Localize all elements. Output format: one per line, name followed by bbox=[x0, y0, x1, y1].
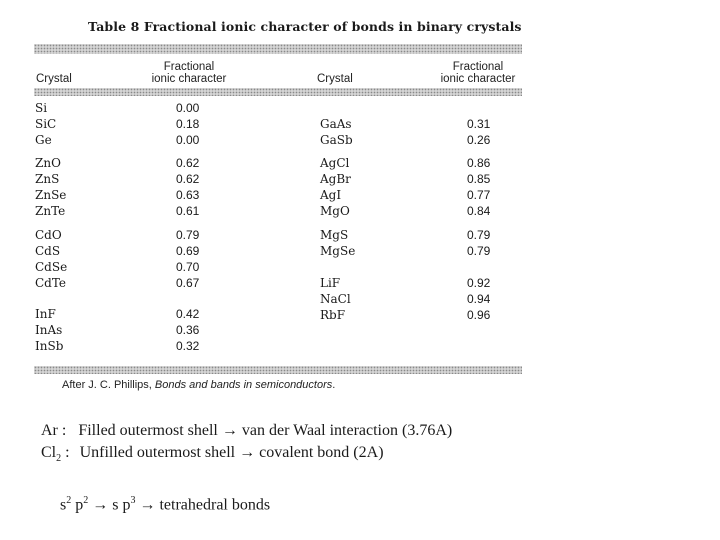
crystal-cell: CdS bbox=[35, 244, 61, 258]
caption-suffix: . bbox=[332, 379, 336, 391]
table-rule-bottom bbox=[34, 366, 522, 374]
caption-prefix: After J. C. Phillips, bbox=[62, 379, 155, 391]
ionic-value-cell: 0.36 bbox=[176, 323, 200, 337]
ionic-value-cell: 0.86 bbox=[467, 156, 491, 170]
crystal-cell: NaCl bbox=[320, 292, 351, 306]
crystal-cell: CdSe bbox=[35, 260, 68, 274]
header-crystal-left: Crystal bbox=[36, 73, 72, 85]
crystal-cell: AgCl bbox=[320, 156, 350, 170]
crystal-cell: SiC bbox=[35, 117, 57, 131]
ionic-value-cell: 0.62 bbox=[176, 172, 200, 186]
ionic-value-cell: 0.77 bbox=[467, 188, 491, 202]
crystal-cell: InAs bbox=[35, 323, 63, 337]
crystal-cell: AgI bbox=[320, 188, 342, 202]
ionic-value-cell: 0.42 bbox=[176, 307, 200, 321]
crystal-cell: InF bbox=[35, 307, 56, 321]
ionic-value-cell: 0.84 bbox=[467, 204, 491, 218]
note-argon-label: Ar : bbox=[41, 422, 67, 439]
ionic-value-cell: 0.00 bbox=[176, 101, 200, 115]
ionic-value-cell: 0.61 bbox=[176, 204, 200, 218]
ionic-value-cell: 0.26 bbox=[467, 133, 491, 147]
ionic-value-cell: 0.96 bbox=[467, 308, 491, 322]
crystal-cell: MgS bbox=[320, 228, 349, 242]
ionic-value-cell: 0.92 bbox=[467, 276, 491, 290]
crystal-cell: GaSb bbox=[320, 133, 353, 147]
crystal-cell: RbF bbox=[320, 308, 346, 322]
ionic-value-cell: 0.85 bbox=[467, 172, 491, 186]
header-rule-bottom bbox=[34, 88, 522, 96]
crystal-cell: ZnO bbox=[35, 156, 61, 170]
ionic-value-cell: 0.70 bbox=[176, 260, 200, 274]
caption-book-title: Bonds and bands in semiconductors bbox=[154, 379, 333, 391]
hyb-arrow-sp: → s p bbox=[88, 496, 131, 514]
crystal-cell: Si bbox=[35, 101, 48, 115]
header-crystal-right: Crystal bbox=[317, 73, 353, 85]
note-chlorine-symbol: Cl bbox=[41, 444, 57, 461]
note-argon bbox=[41, 422, 452, 440]
note-hybridization bbox=[60, 495, 270, 514]
crystal-cell: LiF bbox=[320, 276, 341, 290]
hyb-p: p bbox=[71, 496, 84, 514]
table-caption bbox=[62, 379, 335, 391]
crystal-cell: ZnTe bbox=[35, 204, 66, 218]
header-fraction-right-line1: Fractional bbox=[452, 61, 504, 73]
ionic-value-cell: 0.18 bbox=[176, 117, 200, 131]
crystal-cell: AgBr bbox=[320, 172, 351, 186]
ionic-value-cell: 0.79 bbox=[176, 228, 200, 242]
ionic-value-cell: 0.32 bbox=[176, 339, 200, 353]
crystal-cell: ZnS bbox=[35, 172, 60, 186]
header-fraction-left-line1: Fractional bbox=[163, 61, 215, 73]
header-fraction-right-line2: ionic character bbox=[440, 73, 516, 85]
crystal-cell: ZnSe bbox=[35, 188, 67, 202]
ionic-value-cell: 0.79 bbox=[467, 244, 491, 258]
crystal-cell: GaAs bbox=[320, 117, 352, 131]
crystal-cell: CdTe bbox=[35, 276, 67, 290]
crystal-cell: MgO bbox=[320, 204, 350, 218]
hyb-p3-superscript: 3 bbox=[130, 495, 136, 506]
crystal-cell: InSb bbox=[35, 339, 64, 353]
hyb-s: s bbox=[60, 496, 67, 514]
ionic-value-cell: 0.67 bbox=[176, 276, 200, 290]
note-chlorine bbox=[41, 444, 384, 464]
crystal-cell: MgSe bbox=[320, 244, 356, 258]
table-title: Table 8 Fractional ionic character of bonds in binary crystals bbox=[88, 19, 522, 34]
ionic-value-cell: 0.00 bbox=[176, 133, 200, 147]
header-rule-top bbox=[34, 44, 522, 54]
ionic-value-cell: 0.79 bbox=[467, 228, 491, 242]
crystal-cell: CdO bbox=[35, 228, 62, 242]
crystal-cell: Ge bbox=[35, 133, 52, 147]
note-chlorine-subscript: 2 bbox=[56, 453, 62, 465]
ionic-value-cell: 0.31 bbox=[467, 117, 491, 131]
note-chlorine-text: Unfilled outermost shell → covalent bond (2A) bbox=[79, 444, 384, 461]
note-argon-text: Filled outermost shell → van der Waal interaction (3.76A) bbox=[78, 422, 453, 439]
ionic-value-cell: 0.94 bbox=[467, 292, 491, 306]
ionic-value-cell: 0.69 bbox=[176, 244, 200, 258]
ionic-value-cell: 0.62 bbox=[176, 156, 200, 170]
hyb-p-superscript: 2 bbox=[83, 495, 89, 506]
hyb-s-superscript: 2 bbox=[66, 495, 72, 506]
ionic-value-cell: 0.63 bbox=[176, 188, 200, 202]
note-chlorine-colon: : bbox=[61, 444, 70, 461]
hyb-tetrahedral: → tetrahedral bonds bbox=[135, 496, 271, 514]
header-fraction-left-line2: ionic character bbox=[151, 73, 227, 85]
